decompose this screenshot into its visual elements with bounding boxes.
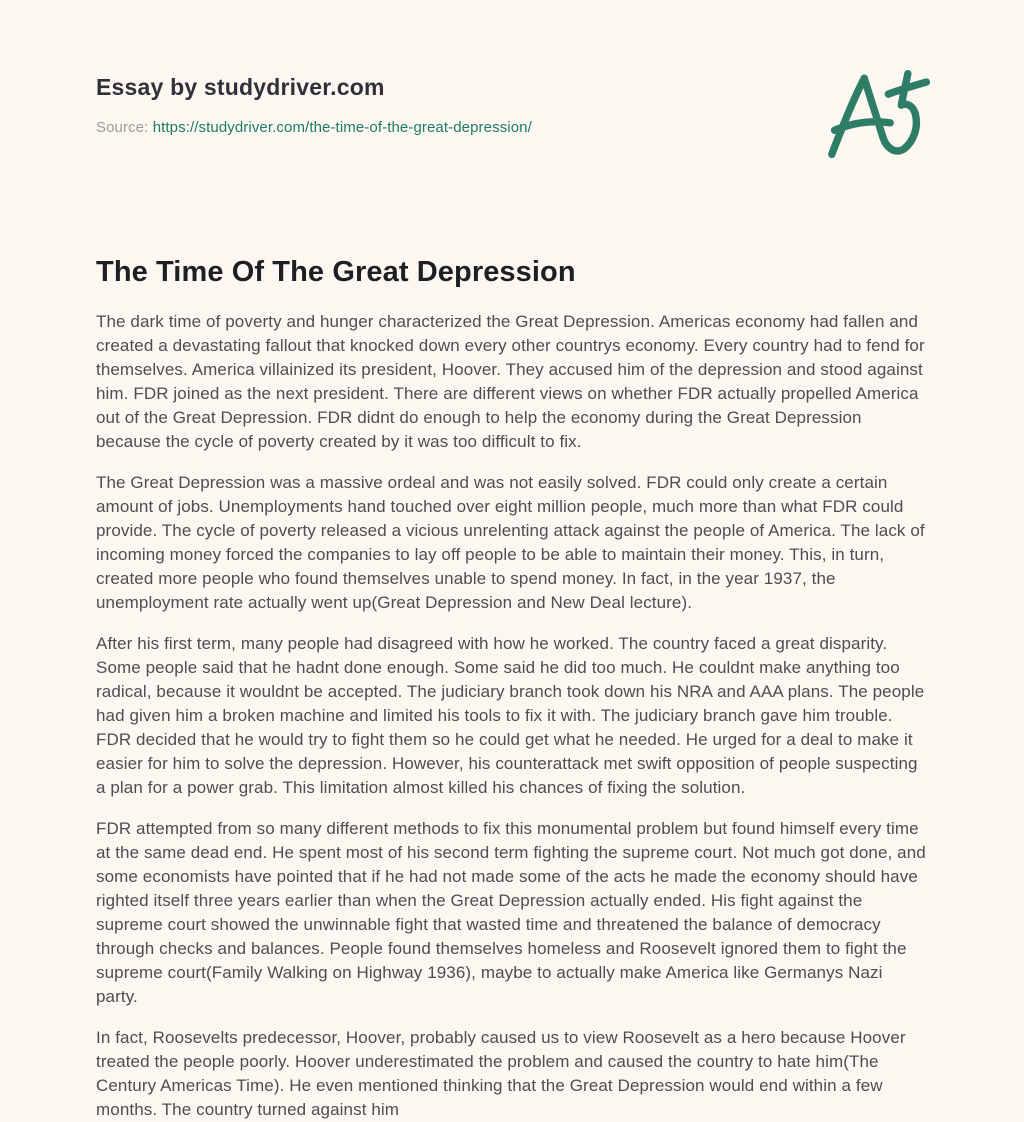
- a-plus-logo-icon: [828, 70, 932, 159]
- essay-title: The Time Of The Great Depression: [96, 256, 576, 288]
- studydriver-logo: [828, 70, 932, 159]
- source-line: [96, 118, 928, 138]
- source-link[interactable]: https://studydriver.com/the-time-of-the-great-depression/: [152, 119, 532, 136]
- essay-body: [96, 310, 928, 1122]
- essay-paragraph-1: The dark time of poverty and hunger characterized the Great Depression. Americas economy had fallen and created a devastating fallout that knocked down every other countrys economy. Every country had to fend for themselves. America villainized its president, Hoover. They accused him of the depression and stood against him. FDR joined as the next president. There are different views on whether FDR actually propelled America out of the Great Depression. FDR didnt do enough to help the economy during the Great Depression because the cycle of poverty created by it was too difficult to fix.: [96, 312, 925, 451]
- essay-paragraph-4: FDR attempted from so many different methods to fix this monumental problem but found himself every time at the same dead end. He spent most of his second term fighting the supreme court. Not much got done, and some economists have pointed that if he had not made some of the acts he made the economy should have righted itself three years earlier than when the Great Depression actually ended. His fight against the supreme court showed the unwinnable fight that wasted time and threatened the balance of democracy through checks and balances. People found themselves homeless and Roosevelt ignored them to fight the supreme court(Family Walking on Highway 1936), maybe to actually make America like Germanys Nazi party.: [96, 819, 926, 1006]
- essay-paragraph-2: The Great Depression was a massive ordeal and was not easily solved. FDR could only create a certain amount of jobs. Unemployments hand touched over eight million people, much more than what FDR could provide. The cycle of poverty released a vicious unrelenting attack against the people of America. The lack of incoming money forced the companies to lay off people to be able to maintain their money. This, in turn, created more people who found themselves unable to spend money. In fact, in the year 1937, the unemployment rate actually went up(Great Depression and New Deal lecture).: [96, 473, 925, 612]
- document-header: [96, 72, 928, 138]
- essay-paragraph-3: After his first term, many people had disagreed with how he worked. The country faced a great disparity. Some people said that he hadnt done enough. Some said he did too much. He couldnt make anything too radical, because it wouldnt be accepted. The judiciary branch took down his NRA and AAA plans. The people had given him a broken machine and limited his tools to fix it with. The judiciary branch gave him trouble. FDR decided that he would try to fight them so he could get what he needed. He urged for a deal to make it easier for him to solve the depression. However, his counterattack met swift opposition of people suspecting a plan for a power grab. This limitation almost killed his chances of fixing the solution.: [96, 634, 925, 797]
- source-label: Source:: [96, 119, 149, 136]
- provider-heading: Essay by studydriver.com: [96, 74, 385, 100]
- essay-paragraph-5: In fact, Roosevelts predecessor, Hoover, probably caused us to view Roosevelt as a hero because Hoover treated the people poorly. Hoover underestimated the problem and caused the country to hate him(The Century Americas Time). He even mentioned thinking that the Great Depression would end within a few months. The country turned against him: [96, 1028, 906, 1119]
